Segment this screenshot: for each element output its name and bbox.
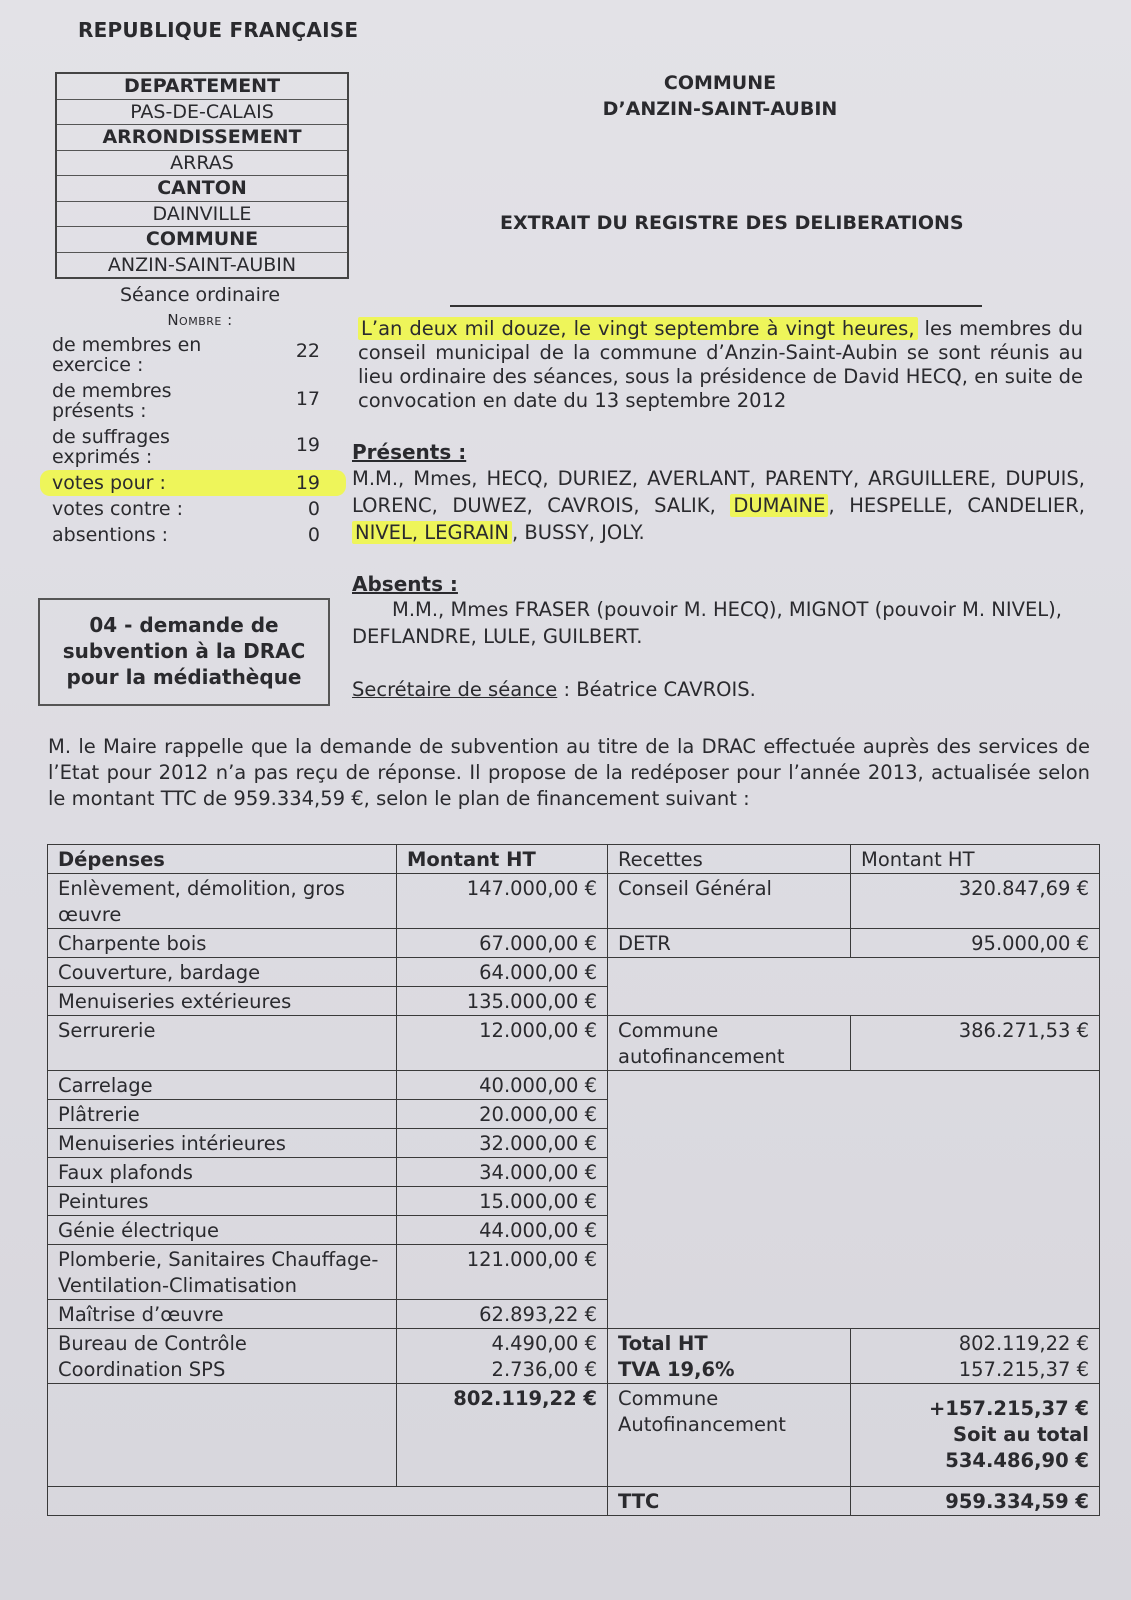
- presents-text: , HESPELLE, CANDELIER,: [828, 494, 1085, 517]
- expense-label: [48, 1329, 397, 1384]
- stat-label: votes contre :: [52, 498, 184, 520]
- stat-value: 0: [307, 524, 320, 546]
- expense-label: Menuiseries intérieures: [48, 1129, 397, 1158]
- ttc-empty-cell: [48, 1487, 608, 1516]
- admin-departement-label: DEPARTEMENT: [57, 74, 347, 100]
- header-montant-ht: Montant HT: [397, 845, 608, 874]
- financing-table: [47, 844, 1100, 1516]
- expense-amount: 32.000,00 €: [397, 1129, 608, 1158]
- stat-label: de membres: [52, 380, 172, 402]
- expense-label: Carrelage: [48, 1071, 397, 1100]
- ttc-amount: 959.334,59 €: [851, 1487, 1100, 1516]
- table-header-row: [48, 845, 1100, 874]
- stat-membres-presents: [52, 378, 342, 424]
- header-montant-ht-recettes: Montant HT: [851, 845, 1100, 874]
- expense-amount: 15.000,00 €: [397, 1187, 608, 1216]
- maire-paragraph: M. le Maire rappelle que la demande de subvention au titre de la DRAC effectuée auprès des services de l’Etat pour 2012 n’a pas reçu de réponse. Il propose de la redéposer pour l’année 2013, actualisée selon le montant TTC de 959.334,59 €, selon le plan de financement suivant :: [48, 735, 1090, 810]
- table-row: [48, 1016, 1100, 1071]
- total-empty-cell: [48, 1384, 397, 1487]
- commune-autofin-amount: [851, 1384, 1100, 1487]
- subject-line: 04 - demande de: [89, 613, 279, 637]
- recette-amount: 95.000,00 €: [851, 929, 1100, 958]
- autofin-amount-line: 534.486,90 €: [945, 1449, 1089, 1472]
- recette-label: DETR: [608, 929, 851, 958]
- stat-membres-exercice: [52, 332, 342, 378]
- table-row-total: [48, 1384, 1100, 1487]
- stat-label: de membres en: [52, 334, 202, 356]
- header-recettes: Recettes: [608, 845, 851, 874]
- table-row: [48, 1329, 1100, 1384]
- stat-label: de suffrages: [52, 426, 170, 448]
- absents-list: [352, 596, 1085, 650]
- recette-amount: [851, 1329, 1100, 1384]
- expense-amount-line: 2.736,00 €: [491, 1358, 597, 1381]
- stat-label: absentions :: [52, 524, 169, 546]
- expense-label: Plâtrerie: [48, 1100, 397, 1129]
- total-depenses: 802.119,22 €: [397, 1384, 608, 1487]
- expense-label: Serrurerie: [48, 1016, 397, 1071]
- expense-amount: 34.000,00 €: [397, 1158, 608, 1187]
- table-row: [48, 1071, 1100, 1100]
- expense-label-line: Bureau de Contrôle: [58, 1332, 247, 1355]
- tva-amount: 157.215,37 €: [958, 1358, 1089, 1381]
- table-row: [48, 958, 1100, 987]
- admin-canton-label: CANTON: [57, 176, 347, 202]
- intro-text: les membres du conseil municipal de la commune d’Anzin-Saint-Aubin se sont réunis au lieu ordinaire des séances, sous la présidence de David HECQ, en suite de convocation en date du 13 septembre 2012: [358, 317, 1083, 412]
- expense-amount: 135.000,00 €: [397, 987, 608, 1016]
- stat-label: présents :: [52, 400, 147, 422]
- stat-votes-contre: [52, 496, 342, 522]
- presents-highlight: NIVEL, LEGRAIN: [352, 521, 512, 544]
- table-row: [48, 874, 1100, 929]
- subject-line: subvention à la DRAC: [62, 639, 306, 663]
- secretaire-label: Secrétaire de séance: [352, 678, 558, 701]
- expense-amount: 20.000,00 €: [397, 1100, 608, 1129]
- recette-amount: 386.271,53 €: [851, 1016, 1100, 1071]
- stat-value: 0: [307, 498, 320, 520]
- stat-votes-pour: [40, 470, 346, 496]
- subject-line: pour la médiathèque: [66, 665, 302, 689]
- intro-highlight: L’an deux mil douze, le vingt septembre à vingt heures,: [358, 317, 918, 340]
- expense-amount: 147.000,00 €: [397, 874, 608, 929]
- stat-label: exercice :: [52, 354, 144, 376]
- admin-canton-value: DAINVILLE: [57, 202, 347, 228]
- secretaire-value: : Béatrice CAVROIS.: [557, 678, 756, 701]
- intro-paragraph: [358, 317, 1083, 413]
- expense-label: Menuiseries extérieures: [48, 987, 397, 1016]
- expense-label-line: Coordination SPS: [58, 1358, 226, 1381]
- document-title: EXTRAIT DU REGISTRE DES DELIBERATIONS: [500, 212, 964, 234]
- stat-value: 19: [295, 472, 320, 494]
- expense-amount: 62.893,22 €: [397, 1300, 608, 1329]
- secretaire-line: [352, 678, 756, 701]
- absents-heading: Absents :: [352, 572, 458, 596]
- autofin-amount-line: +157.215,37 €: [928, 1397, 1089, 1420]
- administrative-box: [55, 72, 349, 279]
- autofin-label-line: Commune: [618, 1387, 719, 1410]
- total-ht-amount: 802.119,22 €: [958, 1332, 1089, 1355]
- expense-amount: 12.000,00 €: [397, 1016, 608, 1071]
- table-row: [48, 929, 1100, 958]
- expense-label: Couverture, bardage: [48, 958, 397, 987]
- deliberation-subject-box: [38, 598, 330, 706]
- admin-arrondissement-label: ARRONDISSEMENT: [57, 125, 347, 151]
- table-row-ttc: [48, 1487, 1100, 1516]
- commune-heading: [590, 70, 850, 122]
- absents-line: M.M., Mmes FRASER (pouvoir M. HECQ), MIGNOT (pouvoir M. NIVEL),: [392, 598, 1062, 621]
- stat-value: 17: [295, 388, 320, 410]
- empty-recette-cell: [608, 1071, 1100, 1329]
- seance-type: Séance ordinaire: [119, 284, 281, 306]
- recette-label: Conseil Général: [608, 874, 851, 929]
- commune-name: D’ANZIN-SAINT-AUBIN: [602, 98, 838, 120]
- recette-amount: 320.847,69 €: [851, 874, 1100, 929]
- admin-commune-value: ANZIN-SAINT-AUBIN: [107, 253, 297, 276]
- tva-label: TVA 19,6%: [618, 1358, 735, 1381]
- admin-commune-label: COMMUNE: [57, 227, 347, 253]
- header-depenses: Dépenses: [48, 845, 397, 874]
- empty-recette-cell: [608, 958, 1100, 1016]
- title-divider: [450, 305, 982, 307]
- total-ht-label: Total HT: [618, 1332, 708, 1355]
- expense-amount: 121.000,00 €: [397, 1245, 608, 1300]
- autofin-amount-line: Soit au total: [953, 1423, 1089, 1446]
- presents-text: , BUSSY, JOLY.: [512, 521, 645, 544]
- expense-amount-line: 4.490,00 €: [491, 1332, 597, 1355]
- expense-label: Maîtrise d’œuvre: [48, 1300, 397, 1329]
- stat-label: exprimés :: [52, 446, 153, 468]
- stat-value: 19: [295, 434, 320, 456]
- commune-title: COMMUNE: [663, 72, 777, 94]
- recette-label: Commune autofinancement: [608, 1016, 851, 1071]
- expense-label: Peintures: [48, 1187, 397, 1216]
- ttc-label: TTC: [608, 1487, 851, 1516]
- presents-list: [352, 465, 1085, 546]
- commune-autofin-label: [608, 1384, 851, 1487]
- autofin-label-line: Autofinancement: [618, 1413, 786, 1436]
- expense-label: Charpente bois: [48, 929, 397, 958]
- republique-heading: REPUBLIQUE FRANÇAISE: [78, 18, 359, 42]
- stat-abstentions: [52, 522, 342, 548]
- presents-text: M.M., Mmes, HECQ, DURIEZ, AVERLANT, PARENTY, ARGUILLERE, DUPUIS, LORENC, DUWEZ, CAVROIS, SALIK,: [352, 467, 1085, 517]
- expense-label: Génie électrique: [48, 1216, 397, 1245]
- presents-highlight: DUMAINE: [730, 494, 828, 517]
- stat-value: 22: [295, 340, 320, 362]
- expense-amount: 64.000,00 €: [397, 958, 608, 987]
- expense-amount: [397, 1329, 608, 1384]
- expense-label: Plomberie, Sanitaires Chauffage-Ventilation-Climatisation: [48, 1245, 397, 1300]
- presents-heading: Présents :: [352, 440, 467, 464]
- vote-stats: [52, 332, 342, 548]
- expense-amount: 67.000,00 €: [397, 929, 608, 958]
- stat-suffrages-exprimes: [52, 424, 342, 470]
- expense-amount: 40.000,00 €: [397, 1071, 608, 1100]
- stat-label: votes pour :: [52, 472, 166, 494]
- admin-arrondissement-value: ARRAS: [57, 151, 347, 177]
- expense-label: Faux plafonds: [48, 1158, 397, 1187]
- expense-amount: 44.000,00 €: [397, 1216, 608, 1245]
- nombre-label: Nombre :: [167, 311, 233, 329]
- recette-label: [608, 1329, 851, 1384]
- expense-label: Enlèvement, démolition, gros œuvre: [48, 874, 397, 929]
- absents-line: DEFLANDRE, LULE, GUILBERT.: [352, 625, 643, 648]
- admin-departement-value: PAS-DE-CALAIS: [57, 100, 347, 126]
